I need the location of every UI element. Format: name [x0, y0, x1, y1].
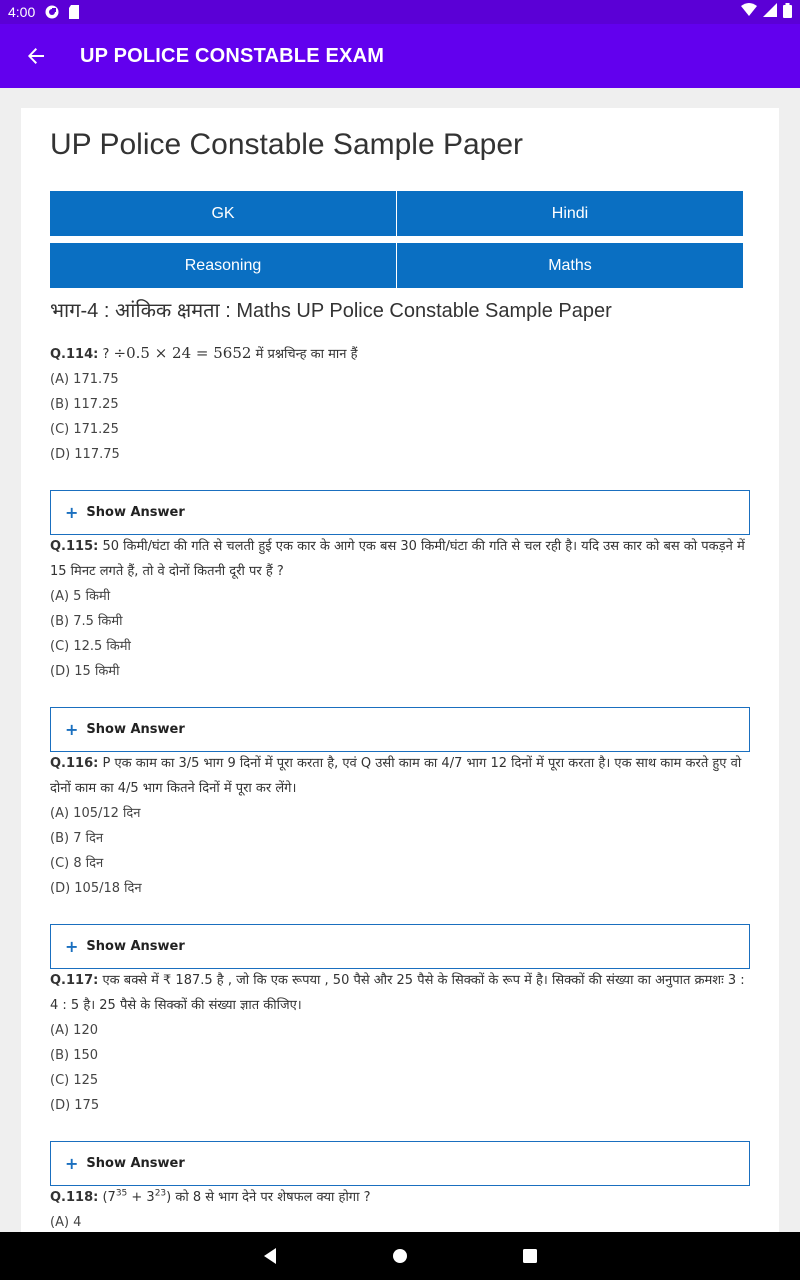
option-b: (B) 117.25 — [50, 397, 119, 412]
wifi-icon — [741, 3, 757, 21]
question-number: Q.114: — [50, 347, 99, 362]
option-a: (A) 5 किमी — [50, 589, 111, 604]
question-body: P एक काम का 3/5 भाग 9 दिनों में पूरा करता है, एवं Q उसी काम का 4/7 भाग 12 दिनों में पूरा करता है। एक साथ काम करते हुए वो दोनों काम का 4/5 भाग कितने दिनों में पूरा कर लेंगे। — [50, 756, 742, 796]
nav-button-reasoning[interactable]: Reasoning — [50, 243, 396, 288]
option-d: (D) 175 — [50, 1098, 100, 1113]
show-answer-label: Show Answer — [86, 1156, 185, 1171]
option-c: (C) 8 दिन — [50, 856, 104, 871]
plus-icon: + — [65, 503, 79, 522]
app-title: UP POLICE CONSTABLE EXAM — [80, 44, 385, 67]
status-icons — [741, 3, 792, 22]
question-block — [50, 341, 750, 467]
option-d: (D) 117.75 — [50, 447, 120, 462]
question-body: 50 किमी/घंटा की गति से चलती हुई एक कार के आगे एक बस 30 किमी/घंटा की गति से चल रही है। यदि उस कार को बस को पकड़ने में 15 मिनट लगते हैं, तो वे दोनों कितनी दूरी पर हैं ? — [50, 539, 745, 579]
show-answer-button[interactable] — [50, 707, 750, 752]
section-title: भाग-4 : आंकिक क्षमता : Maths UP Police Constable Sample Paper — [50, 300, 612, 322]
show-answer-button[interactable] — [50, 1141, 750, 1186]
option-c: (C) 171.25 — [50, 422, 119, 437]
option-c: (C) 125 — [50, 1073, 99, 1088]
question-block — [50, 751, 750, 901]
system-nav-bar — [0, 1232, 800, 1280]
question-block — [50, 1185, 750, 1232]
math-expression: ÷0.5 × 24 = 5652 — [113, 344, 252, 362]
content-card — [21, 108, 779, 1232]
show-answer-label: Show Answer — [86, 505, 185, 520]
plus-icon: + — [65, 937, 79, 956]
scroll-content[interactable] — [0, 88, 800, 1232]
question-block — [50, 534, 750, 684]
question-body: एक बक्से में ₹ 187.5 है , जो कि एक रूपया , 50 पैसे और 25 पैसे के सिक्कों के रूप में है। सिक्कों की संख्या का अनुपात क्रमशः 3 : 4 : 5 है। 25 पैसे के सिक्कों की संख्या ज्ञात कीजिए। — [50, 973, 745, 1013]
question-suffix: को 8 से भाग देने पर शेषफल क्या होगा ? — [175, 1190, 371, 1205]
question-text — [50, 341, 750, 367]
question-prefix: ? — [102, 347, 110, 362]
page-title: UP Police Constable Sample Paper — [50, 128, 524, 161]
option-c: (C) 12.5 किमी — [50, 639, 131, 654]
status-time: 4:00 — [8, 4, 36, 20]
question-number: Q.118: — [50, 1190, 99, 1205]
pocket-casts-icon — [45, 5, 59, 19]
nav-back-button[interactable] — [205, 1232, 335, 1280]
show-answer-label: Show Answer — [86, 939, 185, 954]
option-b: (B) 150 — [50, 1048, 99, 1063]
circle-home-icon — [392, 1248, 408, 1264]
question-number: Q.116: — [50, 756, 99, 771]
nav-button-gk[interactable]: GK — [50, 191, 396, 236]
question-text — [50, 968, 750, 1018]
plus-icon: + — [65, 1154, 79, 1173]
nav-home-button[interactable] — [335, 1232, 465, 1280]
arrow-back-icon — [26, 46, 46, 66]
nav-button-maths[interactable]: Maths — [397, 243, 743, 288]
option-d: (D) 15 किमी — [50, 664, 120, 679]
option-d: (D) 105/18 दिन — [50, 881, 142, 896]
battery-icon — [783, 3, 792, 22]
triangle-back-icon — [262, 1247, 278, 1265]
option-b: (B) 7.5 किमी — [50, 614, 123, 629]
question-block — [50, 968, 750, 1118]
signal-icon — [763, 3, 777, 21]
show-answer-button[interactable] — [50, 924, 750, 969]
question-text — [50, 751, 750, 801]
option-a: (A) 105/12 दिन — [50, 806, 141, 821]
plus-icon: + — [65, 720, 79, 739]
sd-card-icon — [67, 5, 81, 19]
option-a: (A) 171.75 — [50, 372, 119, 387]
question-number: Q.117: — [50, 973, 99, 988]
status-bar — [0, 0, 800, 24]
question-suffix: में प्रश्नचिन्ह का मान हैं — [255, 347, 358, 362]
nav-button-hindi[interactable]: Hindi — [397, 191, 743, 236]
math-expression: $(7^{35} + 3^{23})$ — [102, 1188, 172, 1205]
question-number: Q.115: — [50, 539, 99, 554]
question-text — [50, 534, 750, 584]
show-answer-label: Show Answer — [86, 722, 185, 737]
show-answer-button[interactable] — [50, 490, 750, 535]
option-b: (B) 7 दिन — [50, 831, 104, 846]
app-bar — [0, 24, 800, 88]
option-a: (A) 120 — [50, 1023, 98, 1038]
back-button[interactable] — [0, 24, 72, 88]
question-text — [50, 1185, 750, 1210]
option-a: (A) 4 — [50, 1215, 82, 1230]
square-recents-icon — [522, 1248, 538, 1264]
nav-recents-button[interactable] — [465, 1232, 595, 1280]
